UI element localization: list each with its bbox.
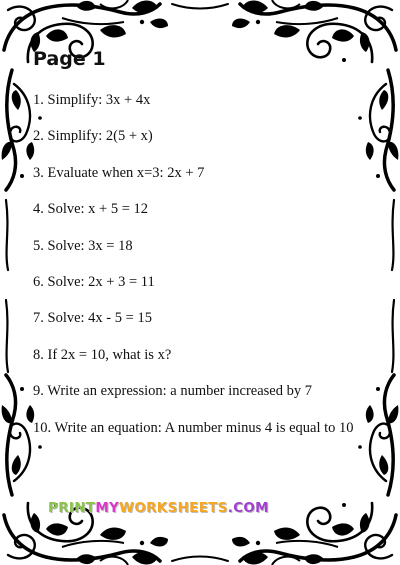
question-item: 9. Write an expression: a number increased by 7 [33,383,312,400]
site-logo [48,497,269,519]
logo-part-print: PRINT [48,500,96,516]
question-item: 8. If 2x = 10, what is x? [33,346,172,363]
question-item: 7. Solve: 4x - 5 = 15 [33,310,152,327]
question-item: 6. Solve: 2x + 3 = 11 [33,273,155,290]
question-item: 4. Solve: x + 5 = 12 [33,201,149,218]
question-list [33,90,354,454]
logo-part-dotcom: .COM [227,500,269,516]
logo-part-my: MY [95,500,120,516]
question-item: 2. Simplify: 2(5 + x) [33,128,153,145]
question-item: 3. Evaluate when x=3: 2x + 7 [33,164,205,181]
page-title: Page 1 [33,48,106,70]
question-item: 10. Write an equation: A number minus 4 is equal to 10 [33,419,354,436]
logo-part-worksheets: WORKSHEETS [119,500,228,516]
question-item: 1. Simplify: 3x + 4x [33,92,151,108]
question-item: 5. Solve: 3x = 18 [33,237,133,254]
